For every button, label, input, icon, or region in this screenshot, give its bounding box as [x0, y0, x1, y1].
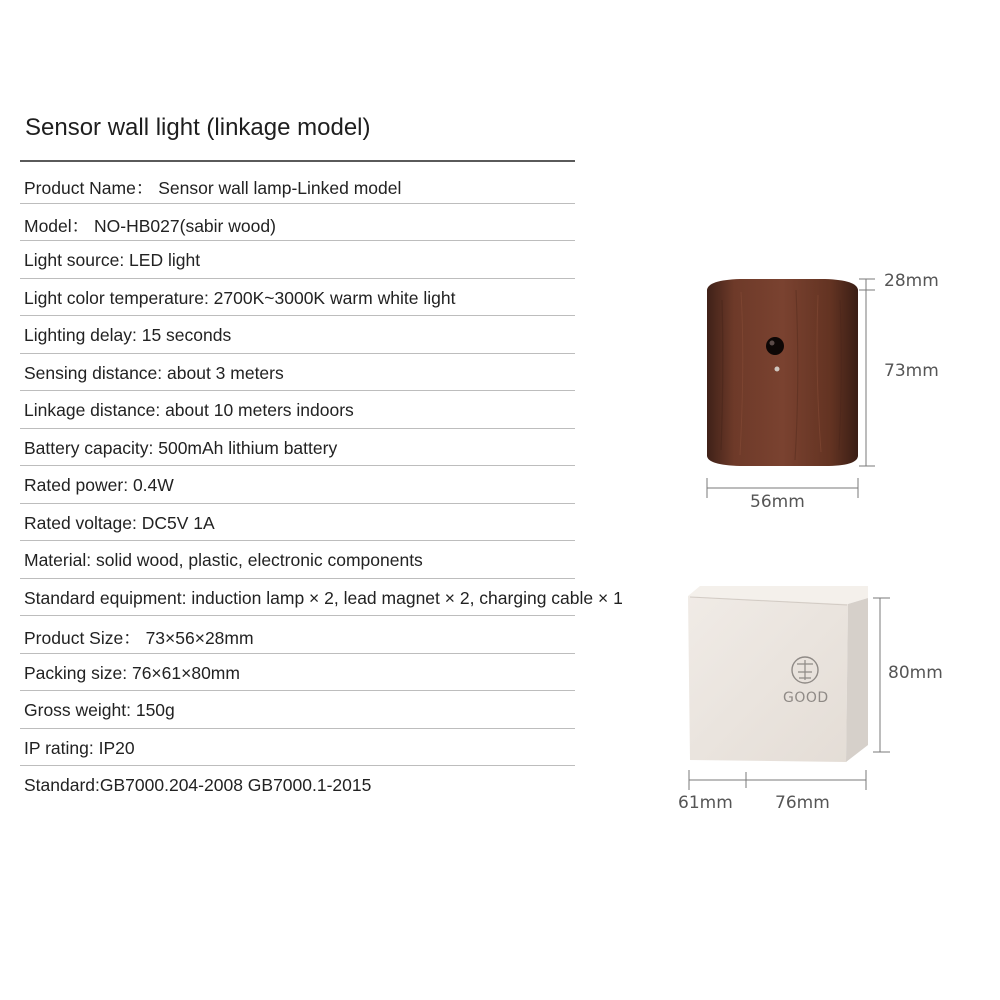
spec-text: Standard equipment: induction lamp × 2, lead magnet × 2, charging cable × 1: [24, 587, 623, 608]
box-brand-text: GOOD: [783, 690, 829, 706]
box-height-label: 80mm: [888, 663, 943, 683]
packaging-box-image: [688, 586, 868, 762]
spec-text: Material: solid wood, plastic, electronic components: [24, 550, 423, 570]
spec-text: Light source: LED light: [24, 250, 201, 270]
lamp-height-label: 73mm: [884, 361, 939, 381]
box-depth-label: 61mm: [678, 793, 733, 813]
spec-text: Packing size: 76×61×80mm: [24, 662, 240, 683]
spec-text: Lighting delay: 15 seconds: [24, 325, 232, 345]
lamp-depth-label: 28mm: [884, 271, 939, 291]
spec-text: IP rating: IP20: [24, 737, 135, 758]
wall-lamp-image: [707, 279, 858, 466]
spec-text: Light color temperature: 2700K~3000K warm white light: [24, 287, 456, 308]
spec-text: Battery capacity: 500mAh lithium battery: [24, 437, 338, 458]
box-width-label: 76mm: [775, 793, 830, 813]
spec-text: Product Name： Sensor wall lamp-Linked model: [24, 178, 402, 198]
motion-sensor-icon: [766, 337, 784, 355]
spec-text: Gross weight: 150g: [24, 700, 175, 720]
spec-text: Rated voltage: DC5V 1A: [24, 512, 215, 533]
page-title: Sensor wall light (linkage model): [25, 114, 371, 141]
lamp-width-label: 56mm: [750, 492, 805, 512]
spec-text: Linkage distance: about 10 meters indoors: [24, 400, 354, 420]
spec-text: Sensing distance: about 3 meters: [24, 362, 284, 383]
spec-text: Model： NO-HB027(sabir wood): [24, 215, 276, 236]
indicator-light-icon: [775, 367, 780, 372]
spec-text: Standard:GB7000.204-2008 GB7000.1-2015: [24, 775, 372, 795]
spec-text: Rated power: 0.4W: [24, 475, 174, 495]
spec-text: Product Size： 73×56×28mm: [24, 628, 254, 648]
